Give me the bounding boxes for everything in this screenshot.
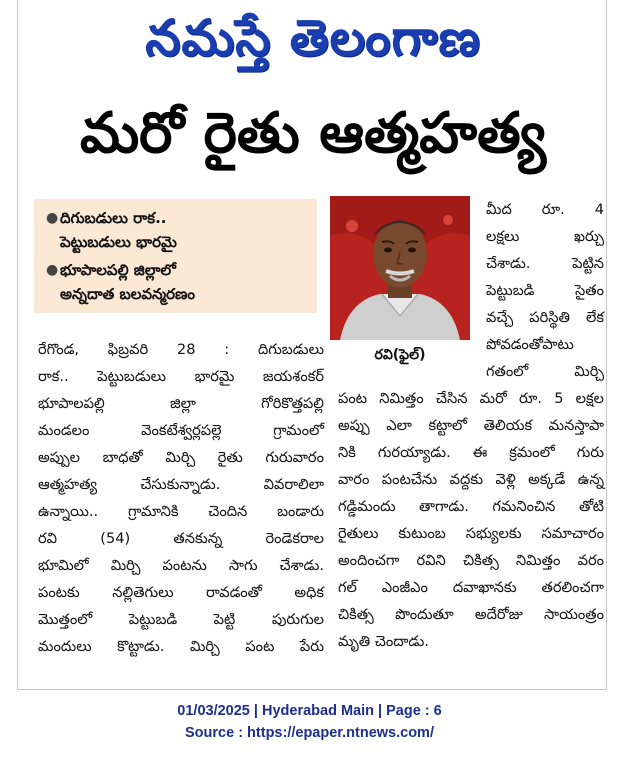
- article-column-right-top-end: [486, 358, 604, 385]
- newspaper-clipping: [17, 0, 607, 690]
- highlight-item: [46, 206, 309, 254]
- article-line: వారం పంటచేను వద్దకు వెళ్లి అక్కడే ఉన్న: [338, 471, 604, 488]
- headline-text: మరో రైతు ఆత్మహత్య: [79, 100, 547, 166]
- article-line: చేశాడు. పెట్టిన: [486, 255, 604, 272]
- article-line: గల్ ఎంజీఎం దవాఖానకు తరలించగా: [338, 579, 604, 596]
- bullet-icon: ●: [46, 210, 59, 226]
- highlight-line: పెట్టుబడులు భారమై: [60, 233, 177, 251]
- highlight-line: అన్నదాత బలవన్మరణం: [60, 285, 195, 303]
- article-line: భూపాలపల్లి జిల్లా గోరికొత్తపల్లి: [38, 395, 324, 412]
- article-line: మండలం వెంకటేశ్వర్లపల్లె గ్రామంలో: [38, 422, 324, 439]
- edition-info: 01/03/2025 | Hyderabad Main | Page : 6: [177, 703, 442, 719]
- article-line: గతంలో మిర్చి: [486, 363, 604, 380]
- article-line: రాక.. పెట్టుబడులు భారమై జయశంకర్: [38, 368, 324, 385]
- footer: [0, 700, 619, 744]
- masthead-title: నమస్తే తెలంగాణ: [145, 8, 481, 67]
- article-column-right-top: [486, 196, 604, 358]
- highlight-line: భూపాలపల్లి జిల్లాలో: [60, 261, 176, 279]
- article-line: నికి గురయ్యాడు. ఈ క్రమంలో గురు: [338, 444, 604, 461]
- farmer-photo: [330, 196, 470, 340]
- highlight-line: దిగుబడులు రాక..: [60, 209, 167, 227]
- article-line: ఉన్నాయి.. గ్రామానికి చెందిన బండారు: [38, 503, 324, 520]
- article-line: మృతి చెందాడు.: [338, 633, 429, 650]
- article-line: భూమిలో మిర్చి పంటను సాగు చేశాడు.: [38, 557, 324, 574]
- article-line: చికిత్స పొందుతూ అదేరోజు సాయంత్రం: [338, 606, 604, 623]
- article-line: పోవడంతోపాటు: [486, 336, 574, 353]
- article-line: రేగొండ, ఫిబ్రవరి 28 : దిగుబడులు: [38, 341, 324, 358]
- article-line: రైతులు కుటుంబ సభ్యులకు సమాచారం: [338, 525, 604, 542]
- headline: [18, 100, 608, 180]
- masthead-logo: [18, 6, 608, 82]
- article-column-left: [38, 336, 324, 660]
- article-line: రవి (54) తనకున్న రెండెకరాల: [38, 530, 324, 547]
- article-line: గడ్డిమందు తాగాడు. గమనించిన తోటి: [338, 498, 604, 515]
- photo-caption: రవి(ఫైల్): [374, 347, 426, 363]
- article-line: వచ్చే పరిస్థితి లేక: [486, 309, 604, 326]
- article-line: పంటకు నల్లితెగులు రావడంతో అధిక: [38, 584, 324, 601]
- article-line: మందులు కొట్టాడు. మిర్చి పంట పేరు: [38, 638, 324, 655]
- article-line: ఆత్మహత్య చేసుకున్నాడు. వివరాలిలా: [38, 476, 324, 493]
- highlight-item: [46, 258, 309, 306]
- article-line: లక్షలు ఖర్చు: [486, 228, 604, 245]
- highlights-box: [34, 199, 317, 313]
- article-line: మీద రూ. 4: [486, 201, 604, 218]
- article-line: పంట నిమిత్తం చేసిన మరో రూ. 5 లక్షల: [338, 390, 604, 407]
- bullet-icon: ●: [46, 262, 59, 278]
- article-line: అప్పుల బాధతో మిర్చి రైతు గురువారం: [38, 449, 324, 466]
- article-column-right: [338, 385, 604, 655]
- source-link[interactable]: Source : https://epaper.ntnews.com/: [185, 725, 434, 741]
- portrait-illustration: [330, 196, 470, 340]
- article-line: అప్పు ఎలా కట్టాలో తెలియక మనస్తాపా: [338, 417, 604, 434]
- article-line: మొత్తంలో పెట్టుబడి పెట్టి పురుగుల: [38, 611, 324, 628]
- article-line: పెట్టుబడి సైతం: [486, 282, 604, 299]
- article-line: అందించగా రవిని చికిత్స నిమిత్తం వరం: [338, 552, 604, 569]
